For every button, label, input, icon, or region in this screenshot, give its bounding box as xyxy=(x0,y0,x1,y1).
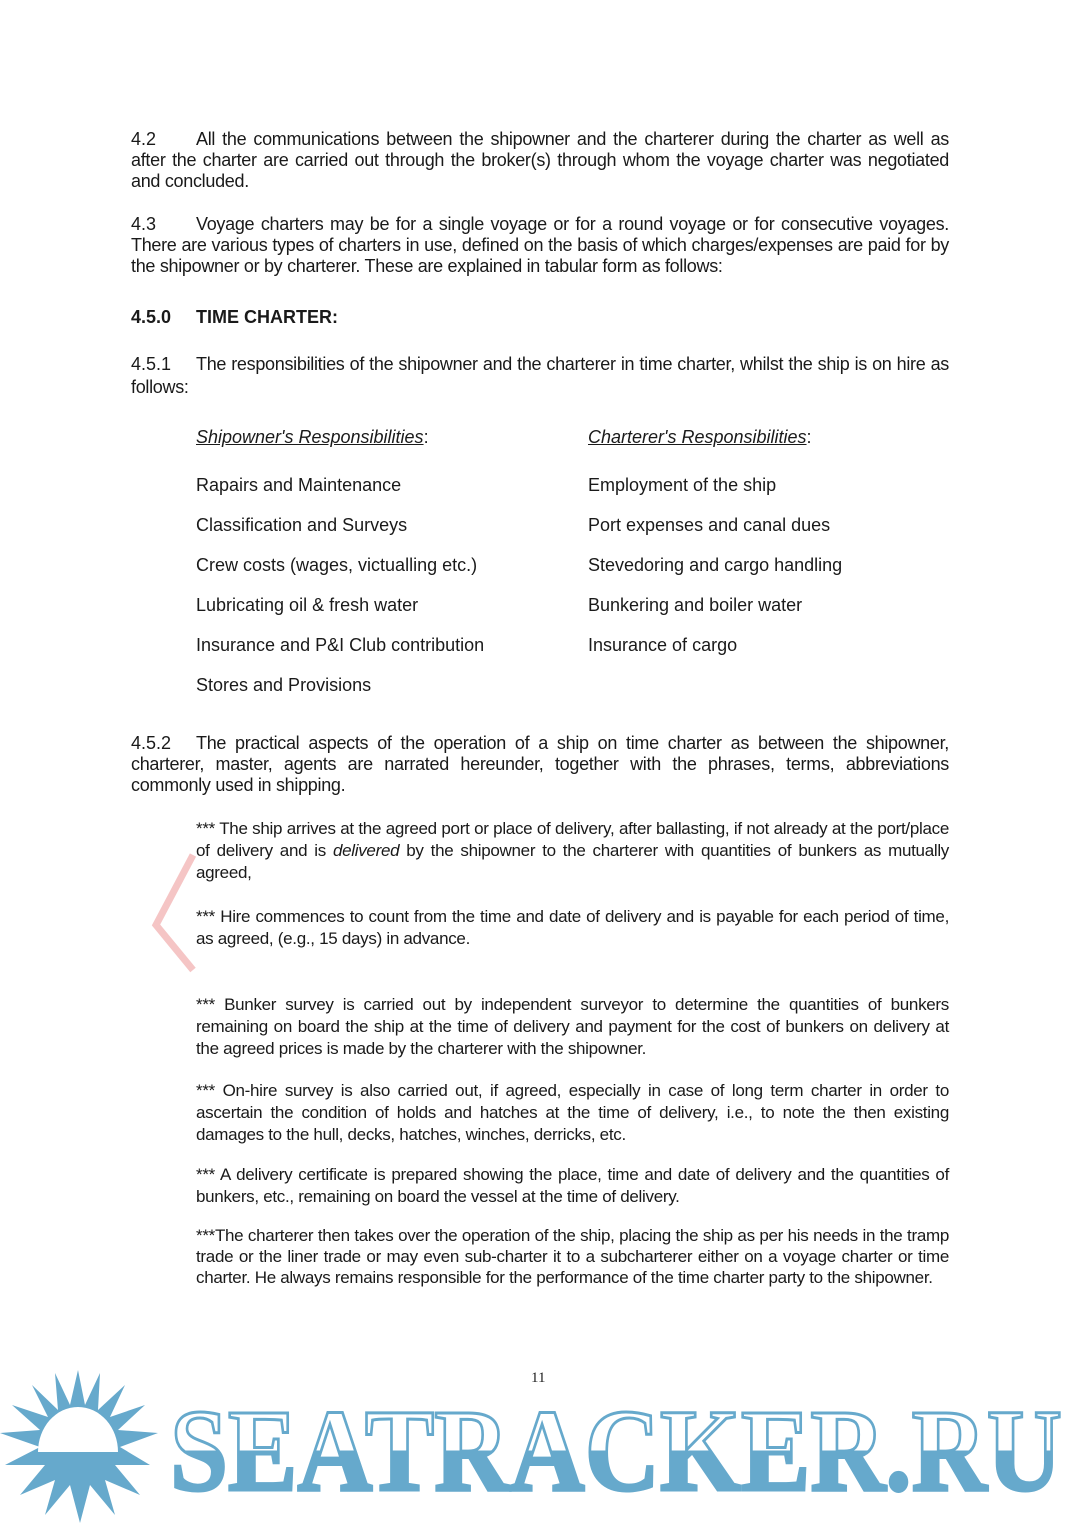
shipowner-item: Lubricating oil & fresh water xyxy=(196,595,419,615)
shipowner-header xyxy=(196,427,588,475)
bullet-bunker-survey: *** Bunker survey is carried out by independent surveyor to determine the quantities of bunkers remaining on board the ship at the time of delivery and payment for the cost of bunkers on delivery at the agreed prices is made by the charterer with the shipowner. xyxy=(196,995,949,1058)
bullet-on-hire-survey: *** On-hire survey is also carried out, if agreed, especially in case of long term charter in order to ascertain the condition of holds and hatches at the time of delivery, i.e., to note the then existing damages to the hull, decks, hatches, winches, derricks, etc. xyxy=(196,1081,949,1144)
paragraph-text: All the communications between the shipowner and the charterer during the charter as well as after the charter are carried out through the broker(s) through whom the voyage charter was negotiated and concluded. xyxy=(131,129,949,191)
shipowner-item: Stores and Provisions xyxy=(196,675,372,695)
bullet-emphasis: delivered xyxy=(332,841,400,860)
paragraph-4-5-2 xyxy=(131,733,949,796)
charterer-item: Stevedoring and cargo handling xyxy=(588,555,843,575)
seatracker-watermark xyxy=(0,1365,1080,1526)
paragraph-4-5-1 xyxy=(131,353,949,399)
section-number: 4.5.0 xyxy=(131,307,172,327)
shipowner-item: Rapairs and Maintenance xyxy=(196,475,402,495)
charterer-header xyxy=(588,427,949,475)
paragraph-4-2 xyxy=(131,129,949,192)
paragraph-4-3 xyxy=(131,214,949,277)
shipowner-item: Crew costs (wages, victualling etc.) xyxy=(196,555,478,575)
shipowner-item: Classification and Surveys xyxy=(196,515,408,535)
bullet-hire: *** Hire commences to count from the time and date of delivery and is payable for each period of time, as agreed, (e.g., 15 days) in advance. xyxy=(196,907,949,948)
charterer-item: Port expenses and canal dues xyxy=(588,515,831,535)
sun-icon xyxy=(0,1370,158,1523)
bullet-charterer-operation: ***The charterer then takes over the operation of the ship, placing the ship as per his needs in the tramp trade or the liner trade or may even sub-charter it to a subcharterer either on a voyage charter or time charter. He always remains responsible for the performance of the time charter party to the shipowner. xyxy=(196,1226,949,1287)
colon: : xyxy=(806,427,812,447)
watermark-text: SEATRACKER.RU xyxy=(170,1385,1062,1516)
bullet-delivery xyxy=(196,818,949,884)
charterer-item: Insurance of cargo xyxy=(588,635,738,655)
paragraph-text: The responsibilities of the shipowner and the charterer in time charter, whilst the ship is on hire as follows: xyxy=(131,354,949,397)
bullet-text: by the shipowner to the charterer with quantities of bunkers as mutually agreed, xyxy=(196,841,949,882)
paragraph-text: The practical aspects of the operation of a ship on time charter as between the shipowner, charterer, master, agents are narrated hereunder, together with the phrases, terms, abbreviations commonly used in shipping. xyxy=(131,733,949,795)
empty-cell xyxy=(588,675,949,715)
bullet-text: *** The ship arrives at the agreed port or place of delivery, after ballasting, if not already at the port/place of delivery and is xyxy=(196,819,949,860)
page-number: 11 xyxy=(531,1370,546,1386)
header-text: Shipowner's Responsibilities xyxy=(196,427,424,447)
section-number: 4.5.2 xyxy=(131,733,172,753)
section-number: 4.3 xyxy=(131,214,157,234)
heading-text: TIME CHARTER: xyxy=(196,307,338,327)
charterer-item: Bunkering and boiler water xyxy=(588,595,803,615)
paragraph-text: Voyage charters may be for a single voyage or for a round voyage or for consecutive voyages. There are various types of charters in use, defined on the basis of which charges/expenses are paid for by the shipowner or by charterer. These are explained in tabular form as follows: xyxy=(131,214,949,276)
header-text: Charterer's Responsibilities xyxy=(588,427,807,447)
heading-time-charter xyxy=(131,307,949,328)
bullet-delivery-certificate: *** A delivery certificate is prepared showing the place, time and date of delivery and the quantities of bunkers, etc., remaining on board the vessel at the time of delivery. xyxy=(196,1165,949,1206)
section-number: 4.2 xyxy=(131,129,157,149)
responsibilities-table xyxy=(196,427,949,715)
colon: : xyxy=(423,427,429,447)
shipowner-item: Insurance and P&I Club contribution xyxy=(196,635,485,655)
charterer-item: Employment of the ship xyxy=(588,475,777,495)
section-number: 4.5.1 xyxy=(131,354,172,374)
page-body xyxy=(131,129,949,1288)
